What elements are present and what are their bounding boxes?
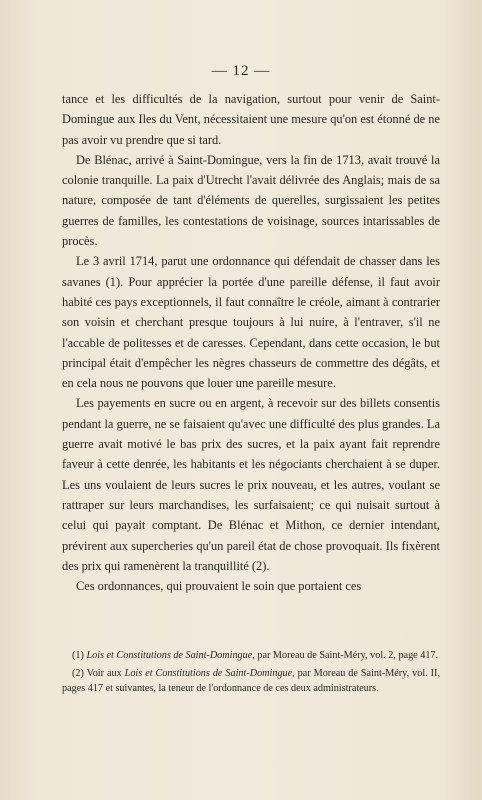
body-text (62, 89, 440, 596)
paragraph-5: Ces ordonnances, qui prouvaient le soin que portaient ces (76, 579, 362, 594)
footnote-2-rest: , par Moreau de Saint-Méry, vol. II, pages 417 et suivantes, la teneur de l'ordonnance de ces deux administrateurs. (62, 668, 440, 694)
footnote-2 (62, 666, 440, 696)
footnotes (62, 648, 440, 699)
footnote-1-title: Lois et Constitutions de Saint-Domingue (86, 650, 253, 661)
paragraph-3: Le 3 avril 1714, parut une ordonnance qui défendait de chasser dans les savanes (1). Pour apprécier la portée d'une pareille défense, il faut avoir habité ces pays exceptionnels, il faut connaître le créole, aimant à contrarier son voisin et cherchant presque toujours à lui nuire, à l'entraver, s'il ne l'accable de politesses et de caresses. Cependant, dans cette occasion, le but principal était d'empêcher les nègres chasseurs de commettre des dégâts, et en cela nous ne pouvons que louer une pareille mesure. (62, 254, 440, 391)
footnote-1 (62, 648, 440, 663)
page-number: — 12 — (211, 63, 271, 79)
paragraph-4: Les payements en sucre ou en argent, à recevoir sur des billets consentis pendant la guerre, ne se faisaient qu'avec une difficulté des plus grandes. La guerre avait motivé le bas prix des sucres, et la paix ayant fait reprendre faveur à cette denrée, les habitants et les négociants cherchaient à se duper. Les uns voulaient de leurs sucres le prix nouveau, et les autres, voulant se rattraper sur leurs marchandises, les surfaisaient; ce qui nuisait surtout à celui qui payait comptant. De Blénac et Mithon, ce dernier intendant, prévirent aux supercheries qu'un pareil état de chose provoquait. Ils fixèrent des prix qui ramenèrent la tranquillité (2). (62, 396, 440, 573)
footnote-1-rest: , par Moreau de Saint-Méry, vol. 2, page 417. (252, 650, 439, 661)
footnote-1-marker: (1) (72, 650, 84, 661)
paragraph-2: De Blénac, arrivé à Saint-Domingue, vers la fin de 1713, avait trouvé la colonie tranquille. La paix d'Utrecht l'avait délivrée des Anglais; mais de sa nature, composée de tant d'éléments de querelles, surgissaient les petites guerres de familles, les contestations de voisinage, sources intarissables de procès. (62, 152, 440, 249)
footnote-2-marker: (2) Voir aux (72, 668, 122, 679)
footnote-2-title: Lois et Constitutions de Saint-Domingue (124, 668, 293, 679)
paragraph-1: tance et les difficultés de la navigation, surtout pour venir de Saint-Domingue aux Iles du Vent, nécessitaient une mesure qu'on est étonné de ne pas avoir vu prendre que si tard. (62, 92, 440, 147)
